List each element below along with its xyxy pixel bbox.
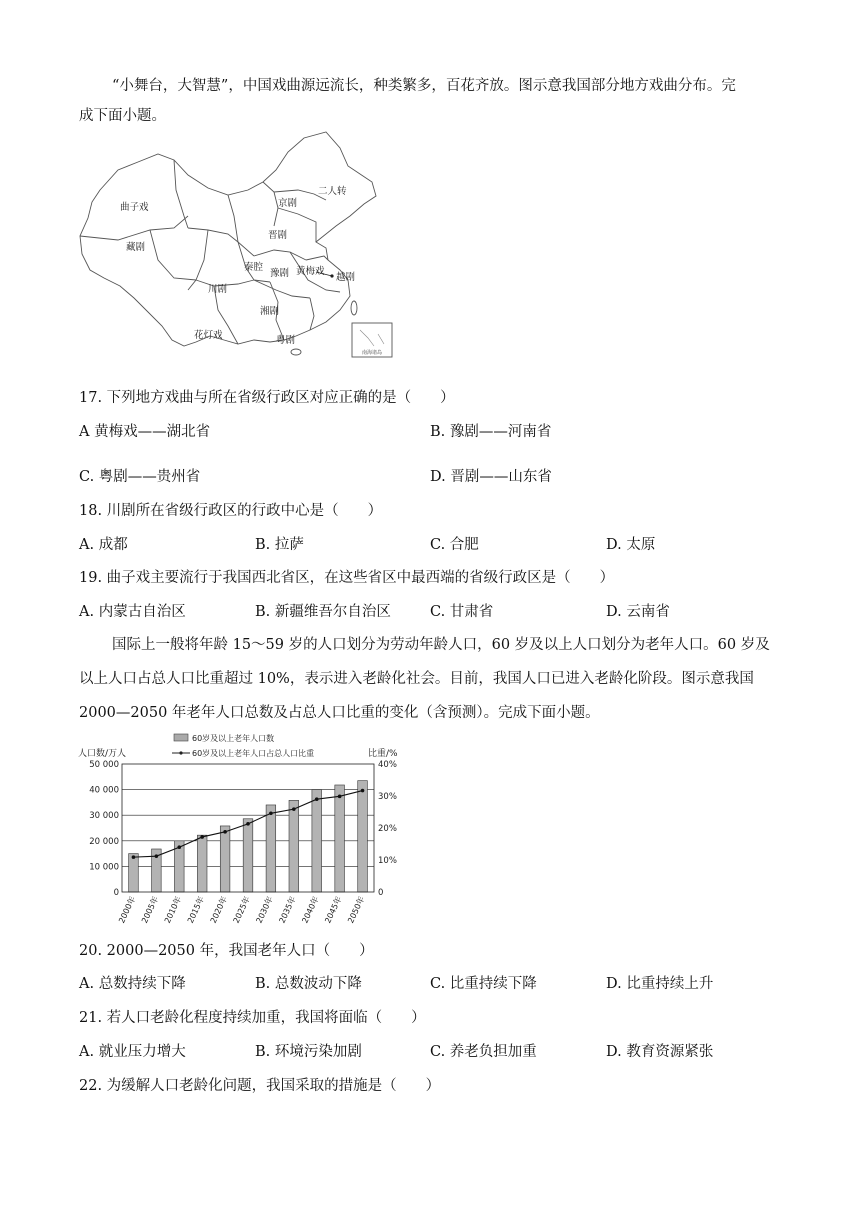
x-tick-label: 2035年	[277, 895, 298, 925]
x-tick-label: 2040年	[300, 895, 321, 925]
q21-stem: 21. 若人口老龄化程度持续加重，我国将面临（ ）	[79, 1010, 426, 1026]
bar-elderly-population	[129, 854, 139, 892]
q18-option-d[interactable]: D. 太原	[606, 537, 656, 553]
x-tick-label: 2050年	[346, 895, 367, 925]
x-tick-label: 2010年	[162, 895, 184, 925]
q20-stem: 20. 2000—2050 年，我国老年人口（ ）	[79, 943, 374, 959]
q17-option-c[interactable]: C. 粤剧——贵州省	[79, 469, 201, 485]
q18-stem: 18. 川剧所在省级行政区的行政中心是（ ）	[79, 503, 383, 519]
q21-option-c[interactable]: C. 养老负担加重	[430, 1044, 537, 1060]
q21-option-b[interactable]: B. 环境污染加剧	[255, 1044, 362, 1060]
q18-option-b[interactable]: B. 拉萨	[255, 537, 304, 553]
passage2-line3: 2000—2050 年老年人口总数及占总人口比重的变化（含预测）。完成下面小题。	[79, 705, 600, 721]
map-label-huangmeixi: 黄梅戏	[296, 266, 325, 277]
bar-elderly-population	[289, 800, 299, 892]
map-label-jinju: 晋剧	[268, 230, 288, 241]
point-elderly-share	[315, 797, 319, 801]
q20-option-d[interactable]: D. 比重持续上升	[606, 976, 714, 992]
y-tick-label: 50 000	[89, 760, 119, 770]
y-tick-label: 30 000	[89, 811, 119, 822]
x-tick-label: 2030年	[254, 895, 275, 925]
y-axis-title: 人口数/万人	[78, 749, 127, 759]
passage1-line2: 成下面小题。	[79, 108, 166, 124]
q17-option-d[interactable]: D. 晋剧——山东省	[430, 469, 552, 485]
q20-option-a[interactable]: A. 总数持续下降	[79, 976, 186, 992]
bar-elderly-population	[312, 790, 322, 892]
q21-option-d[interactable]: D. 教育资源紧张	[606, 1044, 714, 1060]
bar-elderly-population	[266, 805, 276, 892]
y-tick-label: 20 000	[89, 836, 119, 847]
map-label-jingju: 京剧	[278, 198, 298, 209]
passage2-line1: 国际上一般将年龄 15～59 岁的人口划分为劳动年龄人口，60 岁及以上人口划分为老年人口。60 岁及	[112, 637, 770, 653]
point-elderly-share	[292, 807, 296, 811]
q17-stem: 17. 下列地方戏曲与所在省级行政区对应正确的是（ ）	[79, 390, 455, 406]
q19-option-a[interactable]: A. 内蒙古自治区	[79, 604, 186, 620]
y2-tick-label: 0	[378, 888, 384, 898]
q18-option-c[interactable]: C. 合肥	[430, 537, 479, 553]
y2-tick-label: 10%	[378, 856, 397, 866]
china-outline	[80, 132, 376, 346]
map-label-errenzhuan: 二人转	[318, 186, 347, 197]
inset-label: 南海诸岛	[361, 350, 383, 356]
q17-option-b[interactable]: B. 豫剧——河南省	[430, 424, 552, 440]
y-tick-label: 40 000	[89, 785, 119, 796]
legend-bar-swatch	[174, 734, 188, 741]
y-tick-label: 0	[113, 888, 119, 898]
passage1-line1: “小舞台，大智慧”，中国戏曲源远流长，种类繁多，百花齐放。图示意我国部分地方戏曲分布。完	[112, 78, 736, 94]
map-label-huadengxi: 花灯戏	[194, 330, 223, 341]
x-tick-label: 2020年	[208, 895, 229, 925]
map-label-qinqiang: 秦腔	[244, 262, 264, 273]
q20-option-b[interactable]: B. 总数波动下降	[255, 976, 362, 992]
point-elderly-share	[269, 811, 273, 815]
y-tick-label: 10 000	[89, 862, 119, 873]
x-tick-label: 2045年	[323, 895, 344, 925]
map-label-zangju: 藏剧	[126, 242, 146, 253]
q19-option-b[interactable]: B. 新疆维吾尔自治区	[255, 604, 391, 620]
point-elderly-share	[155, 854, 159, 858]
y2-tick-label: 40%	[378, 760, 397, 770]
bar-elderly-population	[358, 781, 368, 892]
map-label-yuju: 豫剧	[270, 268, 290, 279]
x-tick-label: 2025年	[231, 895, 252, 925]
china-opera-map	[78, 130, 398, 360]
q19-stem: 19. 曲子戏主要流行于我国西北省区，在这些省区中最西端的省级行政区是（ ）	[79, 570, 615, 586]
map-label-chuanju: 川剧	[208, 284, 228, 295]
point-elderly-share	[223, 830, 227, 834]
x-tick-label: 2005年	[140, 895, 161, 925]
y2-axis-title: 比重/%	[368, 749, 398, 759]
bar-elderly-population	[197, 835, 207, 892]
passage2-line2: 以上人口占总人口比重超过 10%，表示进入老龄化社会。目前，我国人口已进入老龄化阶段。图示意我国	[79, 671, 754, 687]
q22-stem: 22. 为缓解人口老龄化问题，我国采取的措施是（ ）	[79, 1078, 441, 1094]
point-elderly-share	[246, 822, 250, 826]
x-tick-label: 2015年	[185, 895, 206, 925]
legend-bar-label: 60岁及以上老年人口数	[192, 734, 275, 743]
point-elderly-share	[200, 835, 204, 839]
map-label-yueju: 越剧	[336, 272, 356, 283]
map-label-quzixi: 曲子戏	[120, 202, 149, 213]
map-label-xiangju: 湘剧	[260, 306, 280, 317]
q21-option-a[interactable]: A. 就业压力增大	[79, 1044, 186, 1060]
bar-elderly-population	[335, 785, 345, 892]
q20-option-c[interactable]: C. 比重持续下降	[430, 976, 537, 992]
y2-tick-label: 30%	[378, 792, 397, 802]
map-label-yueju-canton: 粤剧	[276, 335, 296, 346]
legend-line-label: 60岁及以上老年人口占总人口比重	[192, 749, 315, 758]
point-elderly-share	[338, 795, 342, 799]
point-elderly-share	[132, 855, 136, 859]
point-elderly-share	[361, 789, 365, 793]
q19-option-c[interactable]: C. 甘肃省	[430, 604, 494, 620]
q18-option-a[interactable]: A. 成都	[79, 537, 128, 553]
x-tick-label: 2000年	[117, 895, 138, 925]
elderly-population-chart	[78, 730, 408, 930]
bar-elderly-population	[220, 826, 230, 892]
y2-tick-label: 20%	[378, 824, 397, 834]
point-elderly-share	[177, 845, 181, 849]
q19-option-d[interactable]: D. 云南省	[606, 604, 670, 620]
bar-elderly-population	[243, 819, 253, 892]
q17-option-a[interactable]: A 黄梅戏——湖北省	[79, 424, 211, 440]
